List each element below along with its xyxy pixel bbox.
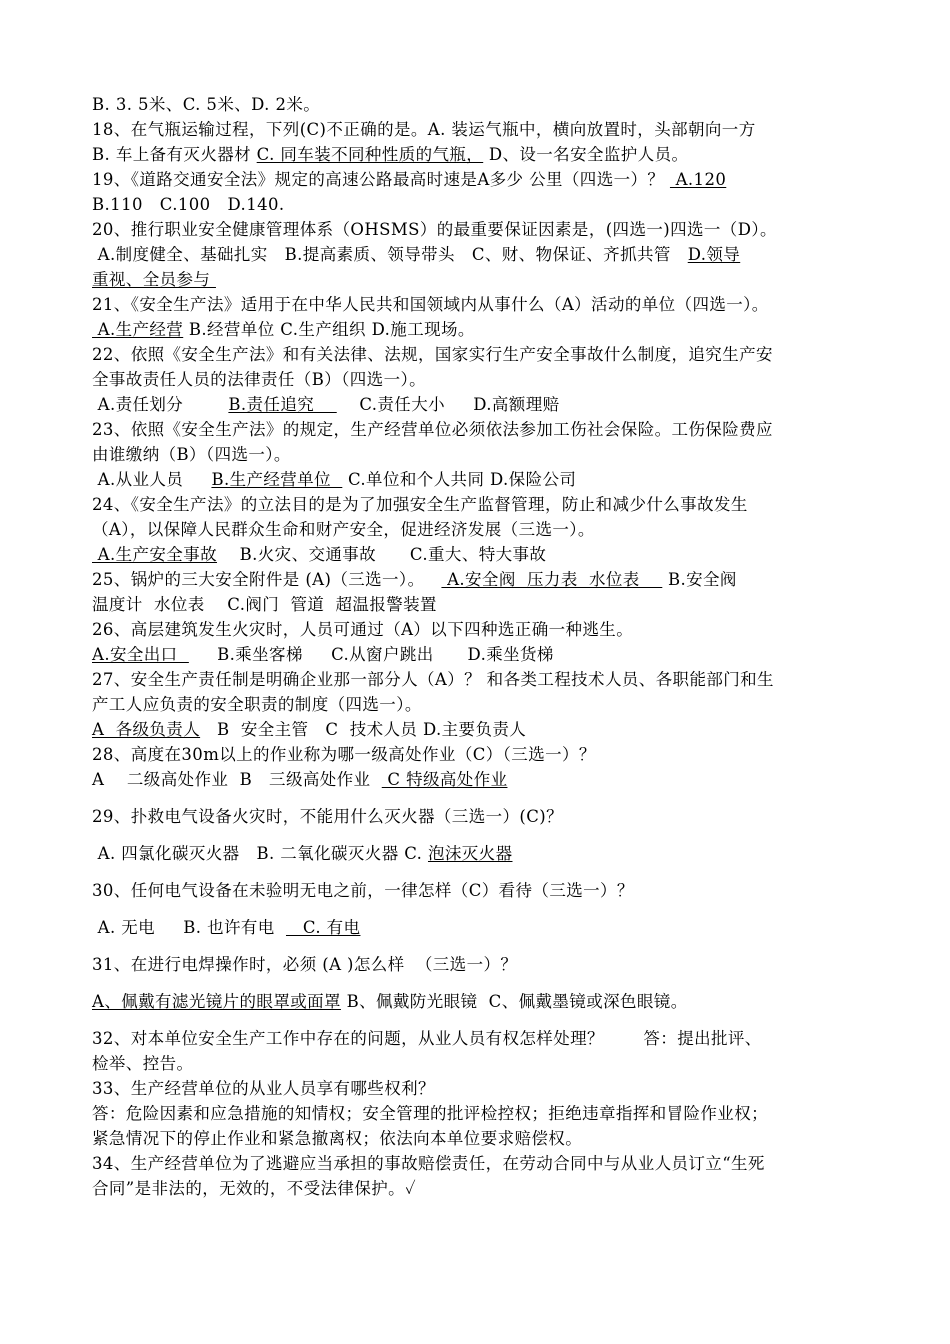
- text-line: [92, 742, 872, 767]
- underlined-answer: A.生产安全事故: [92, 545, 218, 564]
- text-segment: 合同”是非法的，无效的，不受法律保护。✓: [92, 1179, 417, 1198]
- text-line: [92, 517, 872, 542]
- text-segment: （A），以保障人民群众生命和财产安全，促进经济发展（三选一）。: [92, 520, 595, 539]
- text-segment: A. 无电 B. 也许有电: [92, 918, 286, 937]
- text-line: [92, 1101, 872, 1126]
- underlined-answer: A、佩戴有滤光镜片的眼罩或面罩: [92, 992, 341, 1011]
- text-line: [92, 1076, 872, 1101]
- text-line: [92, 717, 872, 742]
- text-segment: B. 车上备有灭火器材: [92, 145, 257, 164]
- text-segment: 26、高层建筑发生火灾时，人员可通过（A）以下四种选正确一种逃生。: [92, 620, 634, 639]
- text-line: [92, 878, 872, 903]
- text-segment: B.火灾、交通事故 C.重大、特大事故: [217, 545, 547, 564]
- text-segment: 答：危险因素和应急措施的知情权；安全管理的批评检控权；拒绝违章指挥和冒险作业权；: [92, 1104, 768, 1123]
- text-line: [92, 915, 872, 940]
- text-segment: 20、推行职业安全健康管理体系（OHSMS）的最重要保证因素是，(四选一)四选一（D）。: [92, 220, 777, 239]
- text-line: [92, 804, 872, 829]
- text-segment: 由谁缴纳（B）（四选一）。: [92, 445, 291, 464]
- text-segment: B、佩戴防光眼镜 C、佩戴墨镜或深色眼镜。: [340, 992, 688, 1011]
- text-segment: 产工人应负责的安全职责的制度（四选一）。: [92, 695, 422, 714]
- text-line: [92, 841, 872, 866]
- underlined-answer: C. 有电: [285, 918, 361, 937]
- text-segment: 23、依照《安全生产法》的规定，生产经营单位必须依法参加工伤社会保险。工伤保险费应: [92, 420, 773, 439]
- text-line: [92, 192, 872, 217]
- text-segment: B.安全阀: [662, 570, 737, 589]
- underlined-answer: B.生产经营单位: [211, 470, 343, 489]
- underlined-answer: B.责任追究: [228, 395, 337, 414]
- text-line: [92, 642, 872, 667]
- text-segment: A 二级高处作业 B 三级高处作业: [92, 770, 382, 789]
- text-line: [92, 989, 872, 1014]
- text-segment: 紧急情况下的停止作业和紧急撤离权；依法向本单位要求赔偿权。: [92, 1129, 583, 1148]
- text-line: [92, 217, 872, 242]
- underlined-answer: A.生产经营: [92, 320, 184, 339]
- text-line: [92, 692, 872, 717]
- text-segment: 30、任何电气设备在未验明无电之前，一律怎样（C）看待（三选一）？: [92, 881, 634, 900]
- underlined-answer: A.120: [669, 170, 727, 189]
- text-segment: 25、锅炉的三大安全附件是 (A)（三选一）。: [92, 570, 442, 589]
- text-segment: 全事故责任人员的法律责任（B）（四选一）。: [92, 370, 427, 389]
- text-segment: B.乘坐客梯 C.从窗户跳出 D.乘坐货梯: [188, 645, 554, 664]
- underlined-answer: C. 同车装不同种性质的气瓶，: [256, 145, 484, 164]
- text-line: [92, 392, 872, 417]
- underlined-answer: A.安全出口: [92, 645, 189, 664]
- text-segment: A.制度健全、基础扎实 B.提高素质、领导带头 C、财、物保证、齐抓共管: [92, 245, 688, 264]
- text-segment: 27、安全生产责任制是明确企业那一部分人（A）？ 和各类工程技术人员、各职能部门和生: [92, 670, 774, 689]
- text-line: [92, 242, 872, 267]
- text-line: [92, 567, 872, 592]
- text-line: [92, 952, 872, 977]
- underlined-answer: C 特级高处作业: [381, 770, 508, 789]
- text-line: [92, 442, 872, 467]
- underlined-answer: D.领导: [687, 245, 741, 264]
- underlined-answer: A 各级负责人: [92, 720, 201, 739]
- text-line: [92, 542, 872, 567]
- text-line: [92, 592, 872, 617]
- text-line: [92, 342, 872, 367]
- text-line: [92, 767, 872, 792]
- text-line: [92, 1026, 872, 1051]
- text-line: [92, 667, 872, 692]
- text-segment: A. 四氯化碳灭火器 B. 二氧化碳灭火器 C.: [92, 844, 428, 863]
- document-page: [92, 92, 872, 1201]
- text-line: [92, 1051, 872, 1076]
- text-line: [92, 617, 872, 642]
- text-segment: 29、扑救电气设备火灾时，不能用什么灭火器（三选一）(C)？: [92, 807, 563, 826]
- text-segment: 21、《安全生产法》适用于在中华人民共和国领域内从事什么（A）活动的单位（四选一）。: [92, 295, 769, 314]
- text-line: [92, 292, 872, 317]
- text-line: [92, 467, 872, 492]
- text-segment: 34、生产经营单位为了逃避应当承担的事故赔偿责任，在劳动合同中与从业人员订立“生死: [92, 1154, 765, 1173]
- text-line: [92, 92, 872, 117]
- text-segment: 24、《安全生产法》的立法目的是为了加强安全生产监督管理，防止和减少什么事故发生: [92, 495, 748, 514]
- text-segment: C.责任大小 D.高额理赔: [336, 395, 560, 414]
- text-line: [92, 167, 872, 192]
- text-segment: A.从业人员: [92, 470, 212, 489]
- text-line: [92, 117, 872, 142]
- text-segment: 28、高度在30m以上的作业称为哪一级高处作业（C）（三选一）？: [92, 745, 596, 764]
- text-segment: 检举、控告。: [92, 1054, 194, 1073]
- text-segment: 32、对本单位安全生产工作中存在的问题，从业人员有权怎样处理？ 答：提出批评、: [92, 1029, 762, 1048]
- text-segment: A.责任划分: [92, 395, 229, 414]
- text-segment: D、设一名安全监护人员。: [483, 145, 689, 164]
- text-line: [92, 367, 872, 392]
- underlined-answer: 重视、全员参与: [92, 270, 216, 289]
- text-line: [92, 492, 872, 517]
- text-line: [92, 1126, 872, 1151]
- text-line: [92, 1176, 872, 1201]
- text-line: [92, 142, 872, 167]
- text-segment: C.单位和个人共同 D.保险公司: [342, 470, 577, 489]
- text-line: [92, 417, 872, 442]
- text-line: [92, 317, 872, 342]
- text-segment: 18、在气瓶运输过程，下列(C)不正确的是。A. 装运气瓶中，横向放置时，头部朝向一方: [92, 120, 756, 139]
- text-segment: 19、《道路交通安全法》规定的高速公路最高时速是A多少 公里（四选一）？: [92, 170, 670, 189]
- text-segment: B 安全主管 C 技术人员 D.主要负责人: [200, 720, 527, 739]
- text-line: [92, 1151, 872, 1176]
- text-segment: 31、在进行电焊操作时，必须 (A )怎么样 （三选一）？: [92, 955, 518, 974]
- text-segment: 33、生产经营单位的从业人员享有哪些权利？: [92, 1079, 435, 1098]
- text-segment: B. 3. 5米、C. 5米、D. 2米。: [92, 95, 321, 114]
- text-segment: 22、依照《安全生产法》和有关法律、法规，国家实行生产安全事故什么制度，追究生产安: [92, 345, 773, 364]
- text-segment: B.110 C.100 D.140.: [92, 195, 285, 214]
- text-line: [92, 267, 872, 292]
- underlined-answer: A.安全阀 压力表 水位表: [441, 570, 663, 589]
- underlined-answer: 泡沫灭火器: [427, 844, 513, 863]
- text-segment: B.经营单位 C.生产组织 D.施工现场。: [183, 320, 475, 339]
- text-segment: 温度计 水位表 C.阀门 管道 超温报警装置: [92, 595, 437, 614]
